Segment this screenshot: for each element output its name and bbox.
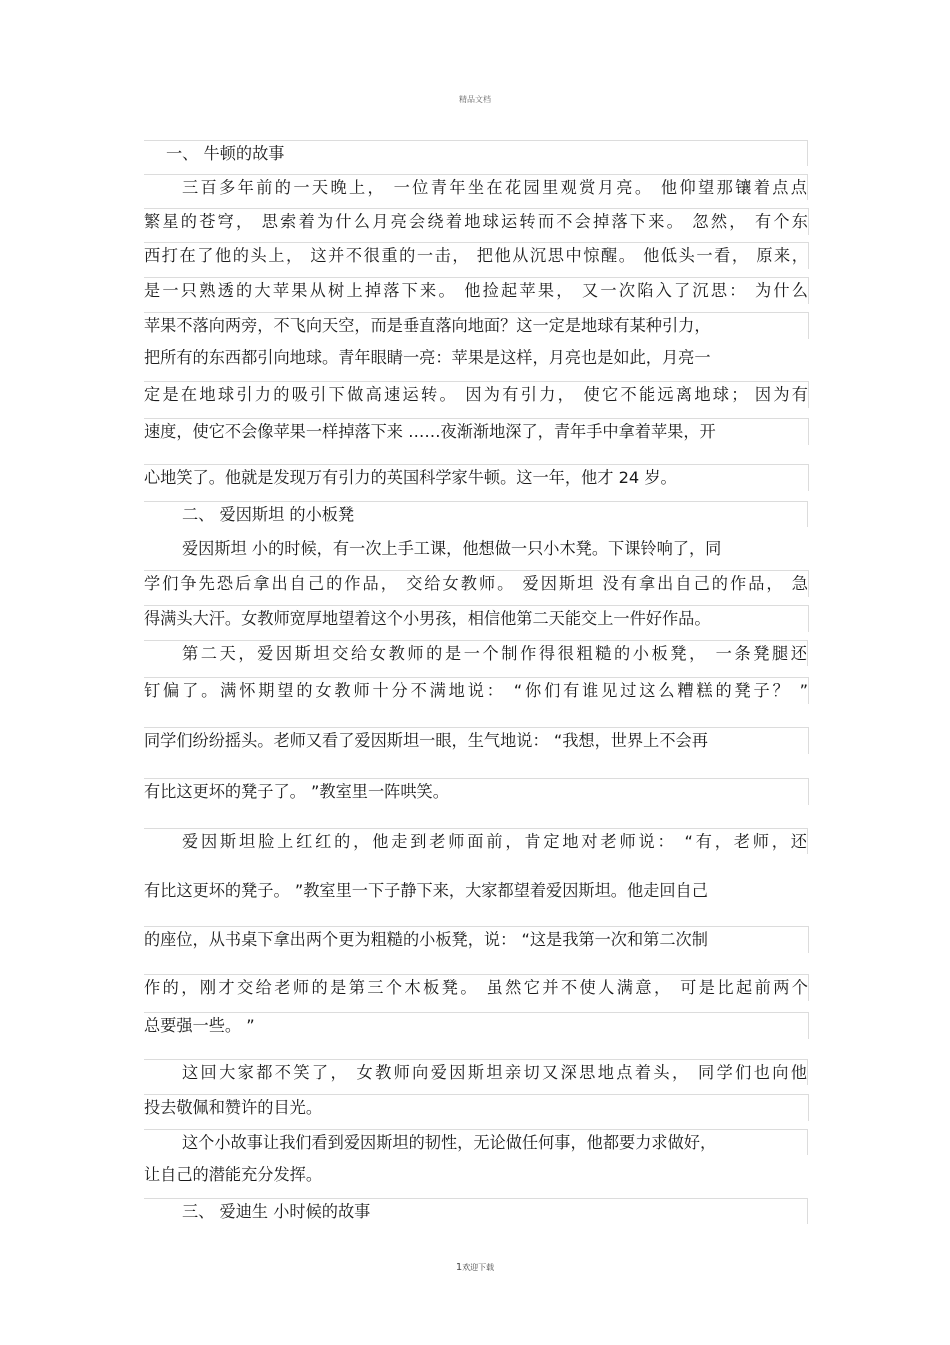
paragraph-line: 三百多年前的一天晚上， 一位青年坐在花园里观赏月亮。 他仰望那镶着点点 bbox=[144, 174, 808, 200]
paragraph-line: 得满头大汗。女教师宽厚地望着这个小男孩，相信他第二天能交上一件好作品。 bbox=[144, 605, 809, 632]
paragraph-line: 同学们纷纷摇头。老师又看了爱因斯坦一眼，生气地说： “我想，世界上不会再 bbox=[144, 727, 809, 754]
paragraph-line: 有比这更坏的凳子了。 ”教室里一阵哄笑。 bbox=[144, 778, 809, 805]
paragraph-line: 总要强一些。 ” bbox=[144, 1012, 809, 1039]
section-heading-einstein: 二、 爱因斯坦 的小板凳 bbox=[144, 501, 808, 527]
paragraph-line: 苹果不落向两旁，不飞向天空，而是垂直落向地面？这一定是地球有某种引力， bbox=[144, 312, 809, 339]
paragraph-line: 钉偏了。满怀期望的女教师十分不满地说： “你们有谁见过这么糟糕的凳子？ ” bbox=[144, 677, 809, 704]
section-heading-newton: 一、 牛顿的故事 bbox=[144, 140, 808, 166]
paragraph-line: 有比这更坏的凳子。 ”教室里一下子静下来，大家都望着爱因斯坦。他走回自己 bbox=[144, 881, 708, 900]
paragraph-line: 这回大家都不笑了， 女教师向爱因斯坦亲切又深思地点着头， 同学们也向他 bbox=[144, 1059, 808, 1085]
paragraph-line: 心地笑了。他就是发现万有引力的英国科学家牛顿。这一年，他才 24 岁。 bbox=[144, 464, 809, 491]
paragraph-line: 的座位，从书桌下拿出两个更为粗糙的小板凳，说： “这是我第一次和第二次制 bbox=[144, 926, 809, 953]
paragraph-line: 这个小故事让我们看到爱因斯坦的韧性，无论做任何事，他都要力求做好， bbox=[144, 1129, 808, 1155]
paragraph-line: 投去敬佩和赞许的目光。 bbox=[144, 1094, 809, 1121]
paragraph-line: 把所有的东西都引向地球。青年眼睛一亮：苹果是这样，月亮也是如此，月亮一 bbox=[144, 348, 711, 367]
paragraph-line: 让自己的潜能充分发挥。 bbox=[144, 1165, 323, 1184]
paragraph-line: 爱因斯坦 小的时候，有一次上手工课，他想做一只小木凳。下课铃响了，同 bbox=[182, 539, 722, 558]
page-header: 精品文档 bbox=[459, 95, 491, 104]
footer-text: 欢迎下载 bbox=[462, 1263, 495, 1272]
paragraph-line: 速度，使它不会像苹果一样掉落下来 ……夜渐渐地深了，青年手中拿着苹果，开 bbox=[144, 418, 809, 445]
paragraph-line: 繁星的苍穹， 思索着为什么月亮会绕着地球运转而不会掉落下来。 忽然， 有个东 bbox=[144, 208, 809, 235]
page-number: 1 bbox=[455, 1262, 463, 1273]
paragraph-line: 定是在地球引力的吸引下做高速运转。 因为有引力， 使它不能远离地球； 因为有 bbox=[144, 381, 809, 408]
section-heading-edison: 三、 爱迪生 小时候的故事 bbox=[144, 1198, 808, 1224]
paragraph-line: 第二天，爱因斯坦交给女教师的是一个制作得很粗糙的小板凳， 一条凳腿还 bbox=[144, 640, 808, 666]
paragraph-line: 作的，刚才交给老师的是第三个木板凳。 虽然它并不使人满意， 可是比起前两个 bbox=[144, 974, 809, 1001]
paragraph-line: 西打在了他的头上， 这并不很重的一击， 把他从沉思中惊醒。 他低头一看， 原来， bbox=[144, 242, 809, 269]
paragraph-line: 是一只熟透的大苹果从树上掉落下来。 他捡起苹果， 又一次陷入了沉思： 为什么 bbox=[144, 277, 809, 304]
paragraph-line: 爱因斯坦脸上红红的，他走到老师面前，肯定地对老师说： “有，老师，还 bbox=[144, 828, 808, 854]
paragraph-line: 学们争先恐后拿出自己的作品， 交给女教师。 爱因斯坦 没有拿出自己的作品， 急 bbox=[144, 570, 809, 597]
page-footer bbox=[0, 1262, 950, 1273]
